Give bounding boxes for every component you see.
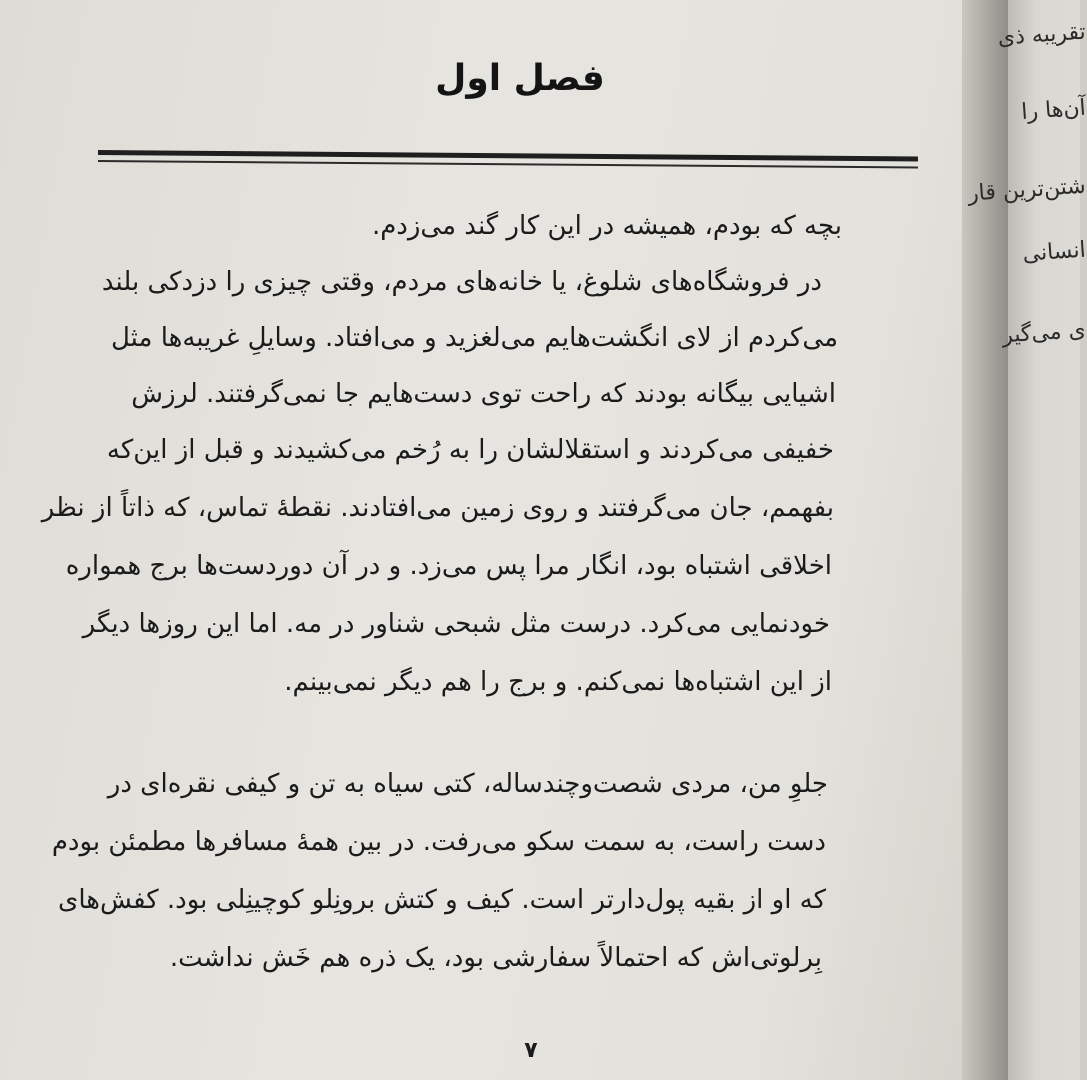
book-gutter	[962, 0, 1010, 1080]
text-line: می‌کردم از لای انگشت‌هایم می‌لغزید و می‌افتاد. وسایلِ غریبه‌ها مثل	[110, 323, 838, 353]
adjacent-page-text: تقریبه ذی	[996, 19, 1087, 51]
text-line: در فروشگاه‌های شلوغ، یا خانه‌های مردم، وقتی چیزی را دزدکی بلند	[101, 267, 822, 297]
text-line: خفیفی می‌کردند و استقلالشان را به رُخم می‌کشیدند و قبل از این‌که	[106, 435, 834, 465]
chapter-title: فصل اول	[435, 58, 605, 99]
text-line: خودنمایی می‌کرد. درست مثل شبحی شناور در مه. اما این روزها دیگر	[82, 609, 830, 639]
adjacent-page-edge	[967, 0, 1087, 1080]
text-line: اشیایی بیگانه بودند که راحت توی دست‌هایم جا نمی‌گرفتند. لرزش	[131, 379, 836, 409]
adjacent-page-text: آن‌ها را	[1020, 95, 1087, 126]
text-line: بفهمم، جان می‌گرفتند و روی زمین می‌افتادند. نقطهٔ تماس، که ذاتاً از نظر	[41, 493, 834, 523]
title-rule-thin	[98, 160, 918, 168]
text-line: اخلاقی اشتباه بود، انگار مرا پس می‌زد. و در آن دوردست‌ها برج همواره	[65, 551, 832, 581]
text-line: از این اشتباه‌ها نمی‌کنم. و برج را هم دیگر نمی‌بینم.	[284, 667, 832, 697]
text-line: بِرلوتی‌اش که احتمالاً سفارشی بود، یک ذره هم خَش نداشت.	[169, 943, 822, 973]
text-line: جلوِ من، مردی شصت‌وچندساله، کتی سیاه به تن و کیفی نقره‌ای در	[107, 769, 828, 799]
text-line: بچه که بودم، همیشه در این کار گند می‌زدم.	[371, 211, 842, 241]
text-line: که او از بقیه پول‌دارتر است. کیف و کتش برونِلو کوچینِلی بود. کفش‌های	[57, 885, 826, 915]
page-number: ۷	[524, 1038, 538, 1063]
adjacent-page-text: ی می‌گیر	[1001, 317, 1087, 349]
text-line: دست راست، به سمت سکو می‌رفت. در بین همهٔ مسافرها مطمئن بودم	[51, 827, 826, 857]
title-rule-thick	[98, 150, 918, 161]
adjacent-page-text: شتن‌ترین قار	[967, 173, 1087, 207]
adjacent-page-text: انسانی	[1021, 237, 1087, 267]
